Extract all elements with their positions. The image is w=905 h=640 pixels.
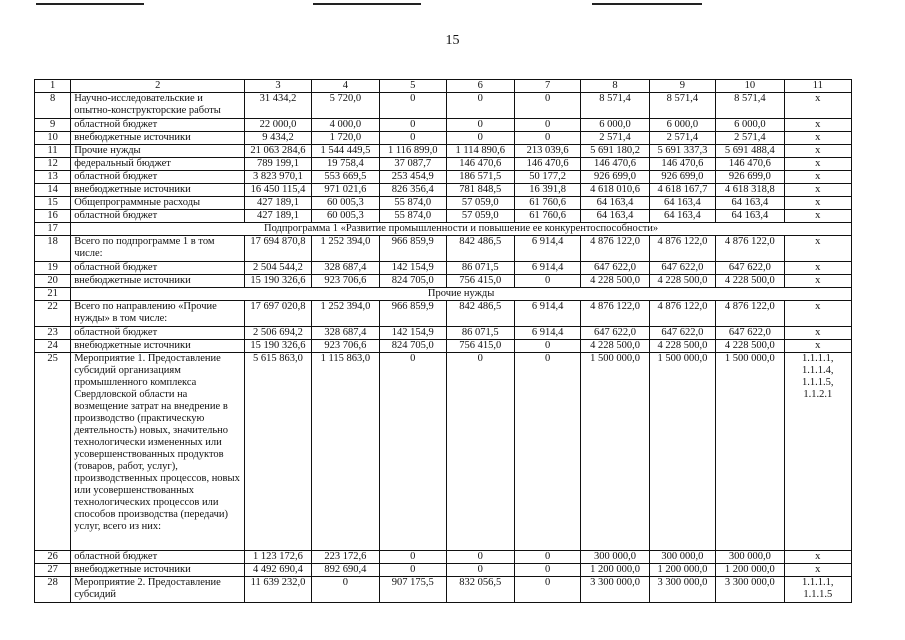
table-cell: 553 669,5 <box>311 171 379 184</box>
table-cell: 3 <box>245 80 311 93</box>
table-cell: 1 500 000,0 <box>649 353 715 551</box>
table-cell: 28 <box>35 577 71 603</box>
table-cell: 15 <box>35 197 71 210</box>
table-cell: 0 <box>514 93 580 119</box>
table-cell: внебюджетные источники <box>71 340 245 353</box>
table-cell: федеральный бюджет <box>71 158 245 171</box>
table-cell: х <box>784 262 851 275</box>
table-cell: 328 687,4 <box>311 327 379 340</box>
table-cell: 17 697 020,8 <box>245 301 311 327</box>
table-cell: 6 914,4 <box>514 262 580 275</box>
table-row <box>35 210 852 223</box>
table-cell: 1 544 449,5 <box>311 145 379 158</box>
table-cell: 971 021,6 <box>311 184 379 197</box>
table-cell: 1 200 000,0 <box>649 564 715 577</box>
table-cell: 13 <box>35 171 71 184</box>
table-cell: 16 450 115,4 <box>245 184 311 197</box>
table-cell: 5 <box>380 80 446 93</box>
table-cell: 3 300 000,0 <box>649 577 715 603</box>
table-cell: 907 175,5 <box>380 577 446 603</box>
table-cell: 7 <box>514 80 580 93</box>
table-cell: 4 000,0 <box>311 119 379 132</box>
table-cell: 37 087,7 <box>380 158 446 171</box>
table-cell: х <box>784 301 851 327</box>
table-cell: 61 760,6 <box>514 210 580 223</box>
table-cell: 11 <box>35 145 71 158</box>
table-cell: 64 163,4 <box>581 210 649 223</box>
table-cell: х <box>784 197 851 210</box>
table-cell: 17 <box>35 223 71 236</box>
table-cell: х <box>784 551 851 564</box>
table-cell: 9 <box>35 119 71 132</box>
table-cell: Всего по направлению «Прочие нужды» в том числе: <box>71 301 245 327</box>
table-cell: 213 039,6 <box>514 145 580 158</box>
table-cell: 6 000,0 <box>581 119 649 132</box>
table-cell: 10 <box>716 80 784 93</box>
table-row <box>35 184 852 197</box>
table-cell: 0 <box>380 564 446 577</box>
table-cell: Общепрограммные расходы <box>71 197 245 210</box>
table-cell: 5 691 180,2 <box>581 145 649 158</box>
table-row <box>35 158 852 171</box>
table-cell: 223 172,6 <box>311 551 379 564</box>
table-cell: внебюджетные источники <box>71 184 245 197</box>
table-cell: 22 <box>35 301 71 327</box>
table-row <box>35 577 852 603</box>
table-cell: 1 720,0 <box>311 132 379 145</box>
table-cell: 0 <box>380 93 446 119</box>
table-cell: 16 <box>35 210 71 223</box>
table-cell: 57 059,0 <box>446 197 514 210</box>
table-cell: 11 639 232,0 <box>245 577 311 603</box>
table-cell: 300 000,0 <box>581 551 649 564</box>
table-cell: х <box>784 145 851 158</box>
table-row <box>35 197 852 210</box>
table-cell: 64 163,4 <box>716 197 784 210</box>
table-cell: внебюджетные источники <box>71 132 245 145</box>
table-row <box>35 236 852 262</box>
table-cell: х <box>784 340 851 353</box>
table-cell: 146 470,6 <box>716 158 784 171</box>
table-cell: х <box>784 275 851 288</box>
table-cell: 926 699,0 <box>581 171 649 184</box>
table-cell: областной бюджет <box>71 171 245 184</box>
table-cell: 923 706,6 <box>311 275 379 288</box>
table-cell: Мероприятие 1. Предоставление субсидий организациям промышленного комплекса Свердловской области на возмещение затрат на внедрение в производство (практическую деятельность) новых, значительно технологически измененных или усовершенствованных продуктов (товаров, работ, услуг), производственных процессов, новых или усовершенствованных технологических процессов или способов производства (передачи) услуг, всего из них: <box>71 353 245 551</box>
table-cell: 0 <box>446 132 514 145</box>
table-cell: 146 470,6 <box>514 158 580 171</box>
table-cell: 0 <box>514 577 580 603</box>
table-cell: 826 356,4 <box>380 184 446 197</box>
table-row <box>35 353 852 551</box>
table-cell: 8 <box>35 93 71 119</box>
table-cell: 892 690,4 <box>311 564 379 577</box>
table-cell: 60 005,3 <box>311 210 379 223</box>
table-cell: 427 189,1 <box>245 210 311 223</box>
table-cell: 146 470,6 <box>581 158 649 171</box>
table-cell: 647 622,0 <box>581 262 649 275</box>
table-cell: 4 <box>311 80 379 93</box>
table-cell: х <box>784 132 851 145</box>
table-cell: 8 571,4 <box>716 93 784 119</box>
table-cell: 328 687,4 <box>311 262 379 275</box>
table-cell: 64 163,4 <box>716 210 784 223</box>
table-cell: 300 000,0 <box>649 551 715 564</box>
table-cell: 300 000,0 <box>716 551 784 564</box>
table-cell: 647 622,0 <box>716 262 784 275</box>
table-cell: 3 300 000,0 <box>716 577 784 603</box>
table-cell: Подпрограмма 1 «Развитие промышленности и повышение ее конкурентоспособности» <box>71 223 852 236</box>
table-cell: 50 177,2 <box>514 171 580 184</box>
table-cell: 1 115 863,0 <box>311 353 379 551</box>
table-row <box>35 145 852 158</box>
table-cell: 86 071,5 <box>446 327 514 340</box>
table-cell: 4 876 122,0 <box>716 301 784 327</box>
table-row <box>35 340 852 353</box>
table-cell: 6 <box>446 80 514 93</box>
table-cell: 57 059,0 <box>446 210 514 223</box>
table-cell: 6 914,4 <box>514 301 580 327</box>
table-row <box>35 132 852 145</box>
table-cell: х <box>784 184 851 197</box>
table-cell: 86 071,5 <box>446 262 514 275</box>
table-cell: 2 504 544,2 <box>245 262 311 275</box>
table-cell: 186 571,5 <box>446 171 514 184</box>
table-row <box>35 262 852 275</box>
table-cell: 4 876 122,0 <box>649 236 715 262</box>
table-row <box>35 93 852 119</box>
table-cell: 0 <box>446 564 514 577</box>
table-cell: 0 <box>446 119 514 132</box>
table-cell: х <box>784 158 851 171</box>
table-cell: 1 252 394,0 <box>311 236 379 262</box>
table-cell: 5 720,0 <box>311 93 379 119</box>
table-cell: 0 <box>380 119 446 132</box>
table-cell: Прочие нужды <box>71 288 852 301</box>
table-cell: 4 492 690,4 <box>245 564 311 577</box>
table-cell: х <box>784 327 851 340</box>
table-row <box>35 119 852 132</box>
table-cell: 12 <box>35 158 71 171</box>
table-cell: внебюджетные источники <box>71 564 245 577</box>
table-cell: 4 228 500,0 <box>716 275 784 288</box>
table-cell: 64 163,4 <box>581 197 649 210</box>
table-cell: 0 <box>380 551 446 564</box>
table-cell: 647 622,0 <box>649 262 715 275</box>
table-cell: 8 571,4 <box>581 93 649 119</box>
table-cell: х <box>784 236 851 262</box>
table-cell: областной бюджет <box>71 327 245 340</box>
table-cell: 0 <box>514 340 580 353</box>
table-cell: 1 500 000,0 <box>716 353 784 551</box>
table-cell: 9 <box>649 80 715 93</box>
table-cell: 10 <box>35 132 71 145</box>
table-cell: 1 123 172,6 <box>245 551 311 564</box>
table-cell: 0 <box>380 353 446 551</box>
table-cell: 2 571,4 <box>716 132 784 145</box>
table-cell: 25 <box>35 353 71 551</box>
budget-table <box>34 79 852 603</box>
table-cell: 966 859,9 <box>380 301 446 327</box>
table-cell: 0 <box>514 132 580 145</box>
table-cell: 253 454,9 <box>380 171 446 184</box>
table-cell: 1 500 000,0 <box>581 353 649 551</box>
table-cell: 6 914,4 <box>514 327 580 340</box>
top-rule-left <box>36 3 144 5</box>
table-cell: 6 000,0 <box>716 119 784 132</box>
page-number: 15 <box>445 33 460 48</box>
table-cell: 64 163,4 <box>649 197 715 210</box>
table-cell: 756 415,0 <box>446 340 514 353</box>
table-cell: 11 <box>784 80 851 93</box>
table-cell: 4 228 500,0 <box>581 275 649 288</box>
table-cell: 832 056,5 <box>446 577 514 603</box>
table-cell: 19 758,4 <box>311 158 379 171</box>
table-cell: 23 <box>35 327 71 340</box>
table-cell: Прочие нужды <box>71 145 245 158</box>
table-row <box>35 275 852 288</box>
table-cell: 21 063 284,6 <box>245 145 311 158</box>
table-cell: 0 <box>380 132 446 145</box>
table-cell: 647 622,0 <box>581 327 649 340</box>
table-cell: 146 470,6 <box>649 158 715 171</box>
table-cell: 789 199,1 <box>245 158 311 171</box>
table-cell: 4 228 500,0 <box>649 275 715 288</box>
table-cell: 1 200 000,0 <box>716 564 784 577</box>
table-cell: 0 <box>514 353 580 551</box>
table-cell: 1 200 000,0 <box>581 564 649 577</box>
table-cell: 9 434,2 <box>245 132 311 145</box>
table-cell: 8 <box>581 80 649 93</box>
table-cell: х <box>784 171 851 184</box>
table-cell: 8 571,4 <box>649 93 715 119</box>
table-cell: х <box>784 119 851 132</box>
top-rule-mid <box>313 3 421 5</box>
table-cell: 15 190 326,6 <box>245 340 311 353</box>
table-cell: 0 <box>514 551 580 564</box>
table-cell: 64 163,4 <box>649 210 715 223</box>
table-cell: 0 <box>446 353 514 551</box>
table-cell: областной бюджет <box>71 210 245 223</box>
table-cell: 5 691 488,4 <box>716 145 784 158</box>
table-cell: 0 <box>446 551 514 564</box>
table-header-row <box>35 80 852 93</box>
table-row <box>35 301 852 327</box>
table-cell: 923 706,6 <box>311 340 379 353</box>
table-cell: 647 622,0 <box>649 327 715 340</box>
table-cell: х <box>784 93 851 119</box>
table-cell: 17 694 870,8 <box>245 236 311 262</box>
table-cell: 3 823 970,1 <box>245 171 311 184</box>
table-cell: 1 116 899,0 <box>380 145 446 158</box>
table-cell: Всего по подпрограмме 1 в том числе: <box>71 236 245 262</box>
table-cell: областной бюджет <box>71 262 245 275</box>
table-cell: 3 300 000,0 <box>581 577 649 603</box>
table-cell: 824 705,0 <box>380 275 446 288</box>
table-row <box>35 327 852 340</box>
table-row <box>35 171 852 184</box>
table-cell: 756 415,0 <box>446 275 514 288</box>
table-cell: 2 571,4 <box>581 132 649 145</box>
table-cell: 842 486,5 <box>446 236 514 262</box>
table-cell: 0 <box>446 93 514 119</box>
table-cell: 15 190 326,6 <box>245 275 311 288</box>
table-cell: 0 <box>514 564 580 577</box>
table-cell: 4 228 500,0 <box>716 340 784 353</box>
table-cell: 1 252 394,0 <box>311 301 379 327</box>
table-cell: 142 154,9 <box>380 327 446 340</box>
table-cell: 4 876 122,0 <box>581 236 649 262</box>
table-cell: 14 <box>35 184 71 197</box>
table-cell: 18 <box>35 236 71 262</box>
table-row <box>35 551 852 564</box>
table-section-row <box>35 223 852 236</box>
table-cell: внебюджетные источники <box>71 275 245 288</box>
table-cell: 926 699,0 <box>716 171 784 184</box>
table-cell: 16 391,8 <box>514 184 580 197</box>
table-cell: 60 005,3 <box>311 197 379 210</box>
table-cell: 2 571,4 <box>649 132 715 145</box>
table-cell: 2 <box>71 80 245 93</box>
table-cell: 4 618 318,8 <box>716 184 784 197</box>
table-cell: 6 914,4 <box>514 236 580 262</box>
table-cell: х <box>784 210 851 223</box>
table-cell: 4 618 010,6 <box>581 184 649 197</box>
table-cell: 1.1.1.1, 1.1.1.4, 1.1.1.5, 1.1.2.1 <box>784 353 851 551</box>
table-cell: 146 470,6 <box>446 158 514 171</box>
table-cell: 6 000,0 <box>649 119 715 132</box>
table-cell: 4 876 122,0 <box>581 301 649 327</box>
table-cell: 24 <box>35 340 71 353</box>
table-cell: 21 <box>35 288 71 301</box>
table-cell: 142 154,9 <box>380 262 446 275</box>
table-cell: 842 486,5 <box>446 301 514 327</box>
table-cell: 5 615 863,0 <box>245 353 311 551</box>
table-cell: 647 622,0 <box>716 327 784 340</box>
table-cell: 55 874,0 <box>380 197 446 210</box>
table-cell: 0 <box>514 119 580 132</box>
table-cell: 31 434,2 <box>245 93 311 119</box>
table-cell: 966 859,9 <box>380 236 446 262</box>
table-cell: 22 000,0 <box>245 119 311 132</box>
table-cell: х <box>784 564 851 577</box>
table-cell: 4 876 122,0 <box>649 301 715 327</box>
table-cell: 1.1.1.1, 1.1.1.5 <box>784 577 851 603</box>
table-cell: 781 848,5 <box>446 184 514 197</box>
table-cell: 4 618 167,7 <box>649 184 715 197</box>
table-cell: 0 <box>311 577 379 603</box>
table-cell: областной бюджет <box>71 551 245 564</box>
table-cell: областной бюджет <box>71 119 245 132</box>
table-cell: 1 <box>35 80 71 93</box>
table-cell: 4 876 122,0 <box>716 236 784 262</box>
table-cell: 5 691 337,3 <box>649 145 715 158</box>
table-cell: 26 <box>35 551 71 564</box>
table-cell: 4 228 500,0 <box>581 340 649 353</box>
table-cell: 0 <box>514 275 580 288</box>
table-cell: 2 506 694,2 <box>245 327 311 340</box>
table-cell: 19 <box>35 262 71 275</box>
table-cell: 27 <box>35 564 71 577</box>
table-cell: 20 <box>35 275 71 288</box>
table-cell: 427 189,1 <box>245 197 311 210</box>
table-cell: 824 705,0 <box>380 340 446 353</box>
top-rule-right <box>592 3 702 5</box>
table-row <box>35 564 852 577</box>
table-cell: 926 699,0 <box>649 171 715 184</box>
table-cell: Мероприятие 2. Предоставление субсидий <box>71 577 245 603</box>
table-cell: 4 228 500,0 <box>649 340 715 353</box>
table-cell: Научно-исследовательские и опытно-конструкторские работы <box>71 93 245 119</box>
table-cell: 55 874,0 <box>380 210 446 223</box>
table-cell: 1 114 890,6 <box>446 145 514 158</box>
table-section-row <box>35 288 852 301</box>
table-cell: 61 760,6 <box>514 197 580 210</box>
